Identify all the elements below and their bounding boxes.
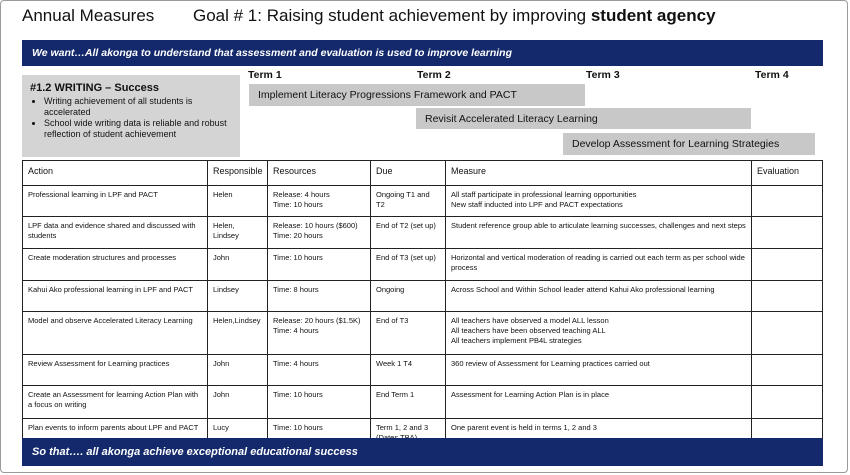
measure-line: Across School and Within School leader attend Kahui Ako professional learning [451,285,715,294]
column-header-action: Action [23,161,208,186]
due-cell [371,386,446,419]
resources-line: Release: 10 hours ($600) [273,221,358,230]
table-row [23,186,823,217]
evaluation-cell [752,186,823,217]
due-cell [371,186,446,217]
resources-line: Time: 4 hours [273,326,319,335]
responsible-line: John [213,359,230,368]
measure-line: All teachers have been observed teaching ALL [451,326,606,335]
measure-line: All teachers implement PB4L strategies [451,336,582,345]
resources-cell [268,312,371,355]
term-4-label: Term 4 [755,69,789,81]
table-header-row [23,161,823,186]
responsible-line: John [213,253,230,262]
action-cell: Professional learning in LPF and PACT [23,186,208,217]
column-header-resources: Resources [268,161,371,186]
goal-bold-text: student agency [590,6,716,25]
action-cell: Create moderation structures and processes [23,249,208,281]
measure-cell [446,312,752,355]
action-cell: Plan events to inform parents about LPF and PACT [23,419,208,450]
responsible-cell [208,281,268,312]
measure-cell [446,386,752,419]
column-header-measure: Measure [446,161,752,186]
responsible-cell [208,186,268,217]
due-cell [371,355,446,386]
column-header-responsible: Responsible [208,161,268,186]
due-cell [371,312,446,355]
action-cell: Create an Assessment for learning Action Plan with a focus on writing [23,386,208,419]
measure-line: Student reference group able to articulate learning successes, challenges and next steps [451,221,746,230]
measure-line: Horizontal and vertical moderation of reading is carried out each term as per school wide process [451,253,745,272]
due-line: End of T3 (set up) [376,253,436,262]
responsible-line: Lindsey [213,285,239,294]
term-3-label: Term 3 [586,69,620,81]
measure-line: All staff participate in professional learning opportunities [451,190,637,199]
column-header-due: Due [371,161,446,186]
resources-cell [268,386,371,419]
measure-cell [446,355,752,386]
due-line: End of T2 (set up) [376,221,436,230]
action-cell: Kahui Ako professional learning in LPF and PACT [23,281,208,312]
measure-line: One parent event is held in terms 1, 2 and 3 [451,423,597,432]
responsible-line: Helen,Lindsey [213,316,261,325]
table-row [23,355,823,386]
table-row [23,386,823,419]
due-line: Ongoing [376,285,405,294]
resources-cell [268,281,371,312]
resources-line: Time: 10 hours [273,253,323,262]
resources-line: Time: 20 hours [273,231,323,240]
responsible-cell [208,217,268,249]
measure-line: All teachers have observed a model ALL lesson [451,316,609,325]
action-cell: Model and observe Accelerated Literacy Learning [23,312,208,355]
table-row [23,217,823,249]
due-line: Term 1, 2 and 3 [376,423,429,432]
responsible-line: John [213,390,230,399]
evaluation-cell [752,312,823,355]
due-cell [371,217,446,249]
due-line: Week 1 T4 [376,359,412,368]
table-row [23,312,823,355]
responsible-line: Lucy [213,423,229,432]
measure-line: Assessment for Learning Action Plan is in place [451,390,610,399]
goal-prefix: Goal # 1: Raising student achievement by improving [193,6,591,25]
resources-cell [268,186,371,217]
timeline-bar-revisit-all: Revisit Accelerated Literacy Learning [416,108,751,129]
so-that-banner: So that…. all akonga achieve exceptional educational success [22,438,823,466]
resources-line: Release: 4 hours [273,190,330,199]
success-list [30,96,232,140]
resources-cell [268,355,371,386]
resources-cell [268,249,371,281]
resources-line: Time: 10 hours [273,390,323,399]
measure-cell [446,249,752,281]
success-title: #1.2 WRITING – Success [30,82,159,94]
column-header-evaluation: Evaluation [752,161,823,186]
action-cell: Review Assessment for Learning practices [23,355,208,386]
due-cell [371,249,446,281]
responsible-cell [208,249,268,281]
measure-line: New staff inducted into LPF and PACT expectations [451,200,623,209]
success-box [22,75,240,157]
resources-line: Time: 10 hours [273,423,323,432]
action-plan-table [22,160,823,450]
resources-line: Time: 8 hours [273,285,319,294]
timeline-bar-implement-lpf: Implement Literacy Progressions Framework and PACT [249,84,585,106]
due-line: Ongoing T1 and T2 [376,190,430,209]
term-2-label: Term 2 [417,69,451,81]
page-title: Annual Measures [22,6,155,25]
table-row [23,249,823,281]
table-row [23,281,823,312]
evaluation-cell [752,386,823,419]
action-cell: LPF data and evidence shared and discussed with students [23,217,208,249]
responsible-cell [208,355,268,386]
resources-cell [268,217,371,249]
responsible-line: Lindsey [213,231,239,240]
responsible-line: Helen, [213,221,235,230]
due-cell [371,281,446,312]
measure-cell [446,281,752,312]
responsible-cell [208,386,268,419]
evaluation-cell [752,217,823,249]
measure-line: 360 review of Assessment for Learning practices carried out [451,359,650,368]
resources-line: Time: 4 hours [273,359,319,368]
due-line: End Term 1 [376,390,415,399]
term-1-label: Term 1 [248,69,282,81]
resources-line: Time: 10 hours [273,200,323,209]
success-bullet: • Writing achievement of all students is accelerated [44,96,232,118]
responsible-line: Helen [213,190,233,199]
responsible-cell [208,312,268,355]
due-line: End of T3 [376,316,409,325]
success-bullet: • School wide writing data is reliable and robust reflection of student achievement [44,118,232,140]
timeline-bar-assessment-strategies: Develop Assessment for Learning Strategies [563,133,815,155]
evaluation-cell [752,281,823,312]
evaluation-cell [752,355,823,386]
evaluation-cell [752,249,823,281]
measure-cell [446,186,752,217]
goal-heading [193,6,716,26]
measure-cell [446,217,752,249]
we-want-banner: We want…All akonga to understand that assessment and evaluation is used to improve learning [22,40,823,66]
resources-line: Release: 20 hours ($1.5K) [273,316,361,325]
